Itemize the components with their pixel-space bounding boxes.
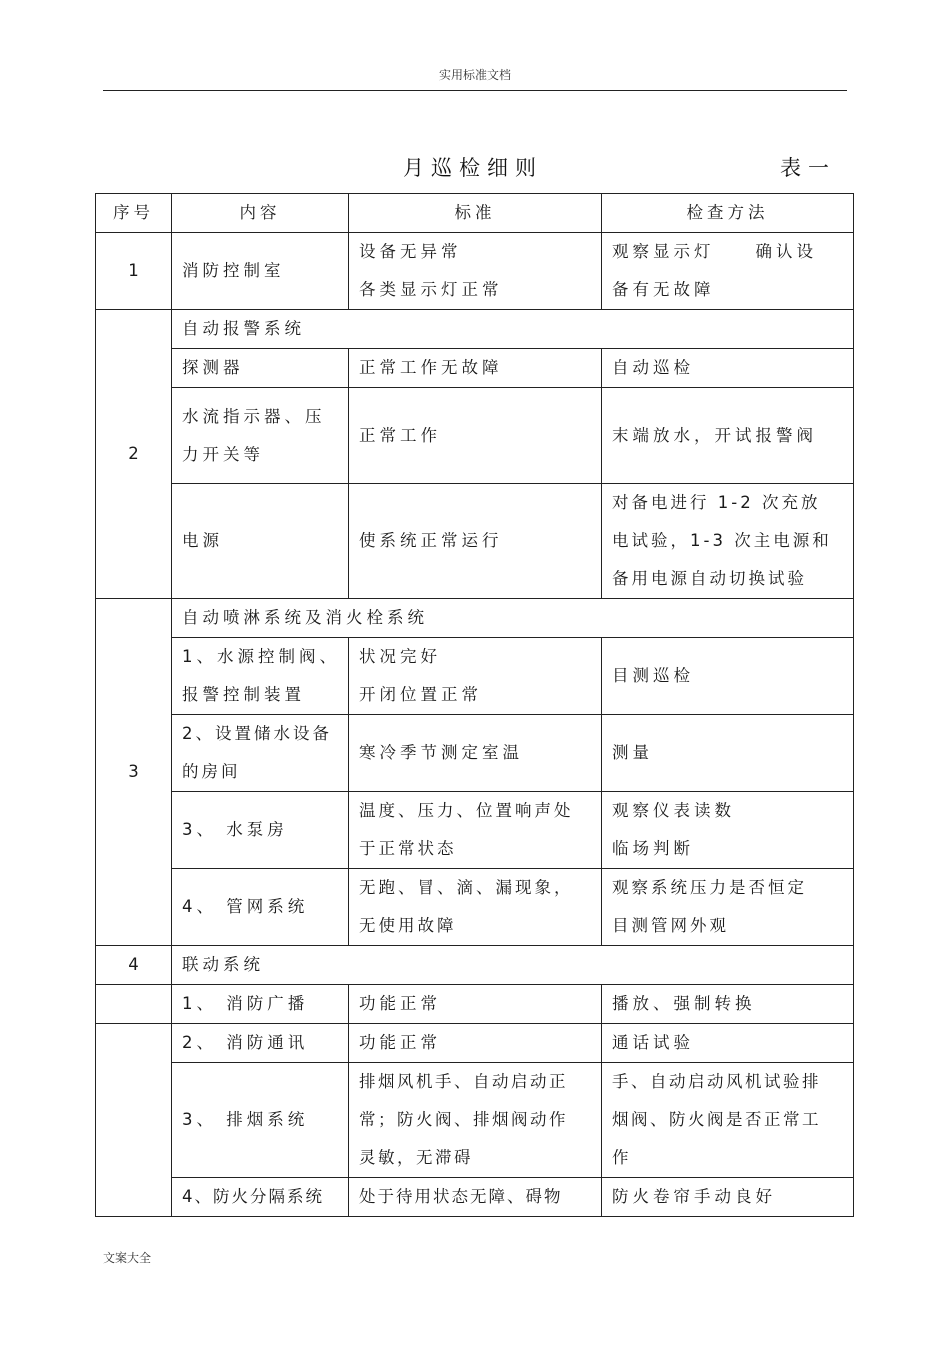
- content-line: 4、 管网系统: [182, 897, 309, 916]
- standard-line: 开闭位置正常: [359, 685, 482, 704]
- table-row: [96, 310, 854, 349]
- table-row: [96, 1063, 854, 1178]
- standard-line: 各类显示灯正常: [359, 280, 503, 299]
- standard-cell: [349, 233, 602, 310]
- standard-line: 常；防火阀、排烟阀动作: [359, 1110, 568, 1129]
- content-cell: [172, 349, 349, 388]
- standard-cell: [349, 349, 602, 388]
- standard-line: 寒冷季节测定室温: [359, 743, 523, 762]
- method-cell: [602, 484, 854, 599]
- method-line: 电试验，1-3 次主电源和: [612, 531, 832, 550]
- section-heading: 联动系统: [172, 946, 854, 985]
- method-cell: [602, 1063, 854, 1178]
- standard-line: 无跑、冒、滴、漏现象，: [359, 878, 574, 897]
- header-cell-content: 内容: [172, 194, 349, 233]
- content-cell: [172, 1178, 349, 1217]
- method-cell: [602, 1178, 854, 1217]
- method-line: 目测管网外观: [612, 916, 729, 935]
- method-cell: [602, 233, 854, 310]
- standard-cell: [349, 388, 602, 484]
- standard-line: 温度、压力、位置响声处: [359, 801, 574, 820]
- content-cell: [172, 1063, 349, 1178]
- method-line: 防火卷帘手动良好: [612, 1187, 776, 1206]
- content-line: 1、 消防广播: [182, 994, 309, 1013]
- inspection-table: [95, 193, 854, 1217]
- row-number: 2: [96, 310, 172, 599]
- row-number: 1: [96, 233, 172, 310]
- content-line: 报警控制装置: [182, 685, 305, 704]
- method-line: 手、自动启动风机试验排: [612, 1072, 821, 1091]
- table-row: [96, 946, 854, 985]
- row-number: 4: [96, 946, 172, 985]
- content-cell: [172, 1024, 349, 1063]
- content-cell: [172, 233, 349, 310]
- method-line: 测量: [612, 743, 653, 762]
- table-row: [96, 599, 854, 638]
- content-line: 力开关等: [182, 444, 264, 464]
- table-row: [96, 715, 854, 792]
- method-line: 末端放水，开试报警阀: [612, 425, 817, 445]
- content-line: 4、防火分隔系统: [182, 1187, 324, 1206]
- table-row: [96, 388, 854, 484]
- table-row: [96, 792, 854, 869]
- content-line: 3、 排烟系统: [182, 1110, 309, 1129]
- method-cell: [602, 388, 854, 484]
- standard-line: 灵敏，无滞碍: [359, 1148, 473, 1167]
- standard-cell: [349, 1024, 602, 1063]
- method-line: 播放、强制转换: [612, 994, 756, 1013]
- content-cell: [172, 869, 349, 946]
- method-cell: [602, 985, 854, 1024]
- standard-cell: [349, 638, 602, 715]
- content-line: 1、水源控制阀、: [182, 647, 340, 666]
- standard-cell: [349, 484, 602, 599]
- method-line: 备有无故障: [612, 280, 715, 299]
- empty-cell: [96, 985, 172, 1024]
- standard-line: 正常工作无故障: [359, 358, 503, 377]
- document-title: 月巡检细则: [403, 156, 543, 180]
- method-cell: [602, 792, 854, 869]
- content-line: 3、 水泵房: [182, 820, 288, 839]
- method-line: 观察仪表读数: [612, 801, 735, 820]
- header-cell-method: 检查方法: [602, 194, 854, 233]
- standard-line: 无使用故障: [359, 916, 457, 935]
- table-row: [96, 985, 854, 1024]
- standard-line: 使系统正常运行: [359, 531, 503, 550]
- method-line: 观察显示灯 确认设: [612, 242, 817, 261]
- content-line: 消防控制室: [182, 261, 285, 280]
- standard-cell: [349, 869, 602, 946]
- table-row: [96, 233, 854, 310]
- method-line: 观察系统压力是否恒定: [612, 878, 807, 897]
- header-cell-no: 序号: [96, 194, 172, 233]
- table-row: [96, 869, 854, 946]
- standard-line: 正常工作: [359, 425, 441, 445]
- table-row: [96, 1178, 854, 1217]
- standard-cell: [349, 1178, 602, 1217]
- content-line: 电源: [182, 531, 223, 550]
- empty-cell: [96, 1024, 172, 1217]
- table-row: [96, 484, 854, 599]
- method-line: 临场判断: [612, 839, 694, 858]
- standard-line: 排烟风机手、自动启动正: [359, 1072, 568, 1091]
- content-line: 的房间: [182, 762, 241, 781]
- standard-line: 处于待用状态无障、碍物: [359, 1187, 563, 1206]
- method-line: 通话试验: [612, 1033, 694, 1052]
- table-row: [96, 1024, 854, 1063]
- method-line: 自动巡检: [612, 358, 694, 377]
- method-cell: [602, 349, 854, 388]
- content-cell: [172, 388, 349, 484]
- page-header: 实用标准文档: [438, 68, 511, 82]
- method-cell: [602, 1024, 854, 1063]
- standard-cell: [349, 792, 602, 869]
- method-cell: [602, 869, 854, 946]
- standard-line: 设备无异常: [359, 242, 462, 261]
- content-line: 探测器: [182, 358, 244, 377]
- standard-line: 于正常状态: [359, 839, 457, 858]
- standard-line: 状况完好: [359, 647, 441, 666]
- method-cell: [602, 638, 854, 715]
- standard-cell: [349, 715, 602, 792]
- page-footer: 文案大全: [103, 1251, 152, 1265]
- standard-cell: [349, 985, 602, 1024]
- section-heading: 自动报警系统: [172, 310, 854, 349]
- method-line: 作: [612, 1148, 631, 1167]
- method-line: 目测巡检: [612, 666, 694, 685]
- content-cell: [172, 985, 349, 1024]
- table-number: 表一: [780, 156, 836, 180]
- content-cell: [172, 715, 349, 792]
- content-cell: [172, 792, 349, 869]
- content-cell: [172, 638, 349, 715]
- method-line: 备用电源自动切换试验: [612, 569, 807, 588]
- row-number: 3: [96, 599, 172, 946]
- standard-line: 功能正常: [359, 1033, 441, 1052]
- standard-cell: [349, 1063, 602, 1178]
- content-line: 2、 消防通讯: [182, 1033, 309, 1052]
- table-header-row: [96, 194, 854, 233]
- table-row: [96, 349, 854, 388]
- method-cell: [602, 715, 854, 792]
- section-heading: 自动喷淋系统及消火栓系统: [172, 599, 854, 638]
- header-cell-standard: 标准: [349, 194, 602, 233]
- header-rule: [103, 90, 847, 91]
- content-line: 水流指示器、压: [182, 406, 326, 426]
- method-line: 对备电进行 1-2 次充放: [612, 493, 821, 512]
- method-line: 烟阀、防火阀是否正常工: [612, 1110, 821, 1129]
- content-cell: [172, 484, 349, 599]
- standard-line: 功能正常: [359, 994, 441, 1013]
- table-row: [96, 638, 854, 715]
- content-line: 2、设置储水设备: [182, 724, 332, 743]
